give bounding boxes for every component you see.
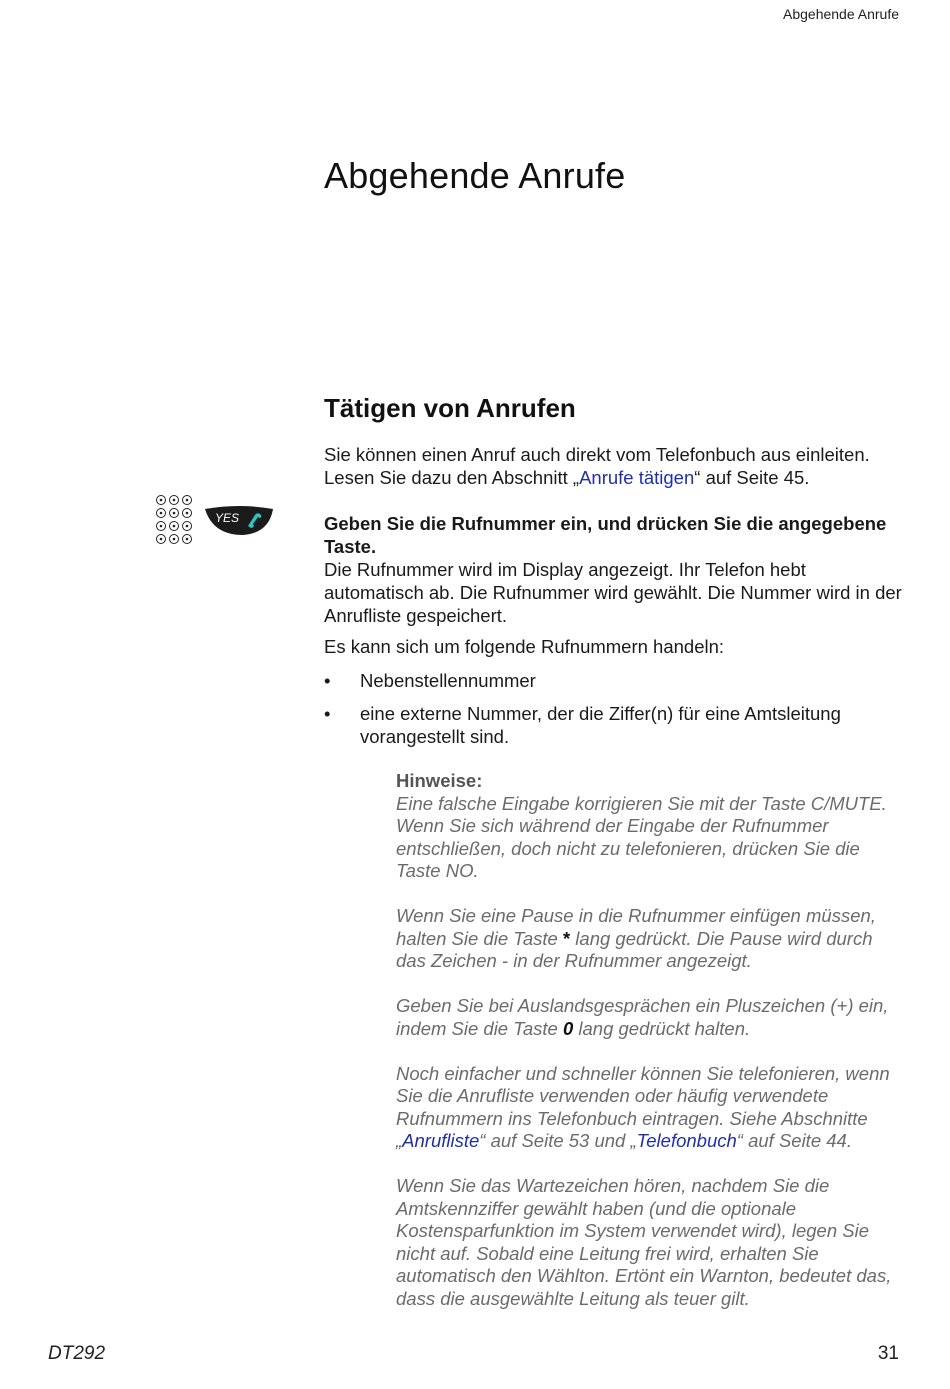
note-2-text-before: Wenn Sie eine Pause in die Rufnummer einfügen müssen, halten Sie die Taste [396,905,876,949]
list-item-text: eine externe Nummer, der die Ziffer(n) für eine Amtsleitung vorangestellt sind. [360,703,841,747]
page-number: 31 [877,1343,899,1364]
note-3-text-before: Geben Sie bei Auslandsgesprächen ein Pluszeichen (+) ein, indem Sie die Taste [396,995,889,1039]
note-3 [396,995,906,1040]
footer-model: DT292 [48,1343,106,1364]
notes-heading: Hinweise: [396,770,483,791]
note-4 [396,1063,906,1153]
intro-text-before: Lesen Sie dazu den Abschnitt „ [324,467,580,488]
note-4-text-after: “ auf Seite 44. [736,1130,852,1151]
note-3-text-after: lang gedrückt halten. [573,1017,751,1039]
link-telefonbuch[interactable]: Telefonbuch [636,1130,737,1151]
list-item [324,702,902,748]
instruction-text: Die Rufnummer wird im Display angezeigt. Ihr Telefon hebt automatisch ab. Die Rufnummer wird gewählt. Die Nummer wird in der Anrufliste gespeichert. [324,559,902,626]
note-4-text-mid: “ auf Seite 53 und „ [479,1130,637,1151]
note-4-text-before: Noch einfacher und schneller können Sie telefonieren, wenn Sie die Anrufliste verwenden oder häufig verwendete Rufnummern ins Telefonbuch eintragen. Siehe Abschnitte „ [396,1062,890,1151]
note-2 [396,905,906,973]
intro-paragraph [324,443,902,489]
bullet-dot: • [324,703,331,724]
instruction-bold: Geben Sie die Rufnummer ein, und drücken Sie die angegebene Taste. [324,513,887,557]
intro-line-2 [324,466,902,489]
list-item [324,669,902,692]
instruction-block [324,512,902,627]
zero-key-icon: 0 [562,1017,574,1039]
note-2-text-after: lang gedrückt. Die Pause wird durch das Zeichen - in der Rufnummer angezeigt. [396,927,873,971]
link-anrufe-taetigen[interactable]: Anrufe tätigen [579,467,695,488]
chapter-title: Abgehende Anrufe [324,155,626,196]
list-item-text: Nebenstellennummer [360,670,536,691]
bullet-list [324,669,902,748]
link-anrufliste[interactable]: Anrufliste [402,1130,480,1151]
yes-label: YES [215,511,240,525]
note-1: Eine falsche Eingabe korrigieren Sie mit der Taste C/MUTE. Wenn Sie sich während der Eingabe der Rufnummer entschließen, doch nicht zu telefonieren, drücken Sie die Taste NO. [396,792,887,881]
star-key-icon: * [562,927,571,949]
list-intro: Es kann sich um folgende Rufnummern handeln: [324,636,725,657]
bullet-dot: • [324,670,331,691]
intro-text-after: “ auf Seite 45. [694,467,810,488]
running-header: Abgehende Anrufe [783,6,899,22]
intro-line-1: Sie können einen Anruf auch direkt vom Telefonbuch aus einleiten. [324,444,870,465]
keypad-icon [155,494,195,546]
section-title: Tätigen von Anrufen [324,393,576,423]
yes-key-icon [203,503,275,537]
note-5: Wenn Sie das Wartezeichen hören, nachdem Sie die Amtskennziffer gewählt haben (und die optionale Kostensparfunktion im System verwendet wird), legen Sie nicht auf. Sobald eine Leitung frei wird, erhalten Sie automatisch den Wählton. Ertönt ein Warnton, bedeutet das, dass die ausgewählte Leitung als teuer gilt. [396,1175,892,1309]
notes-block [396,770,906,1310]
